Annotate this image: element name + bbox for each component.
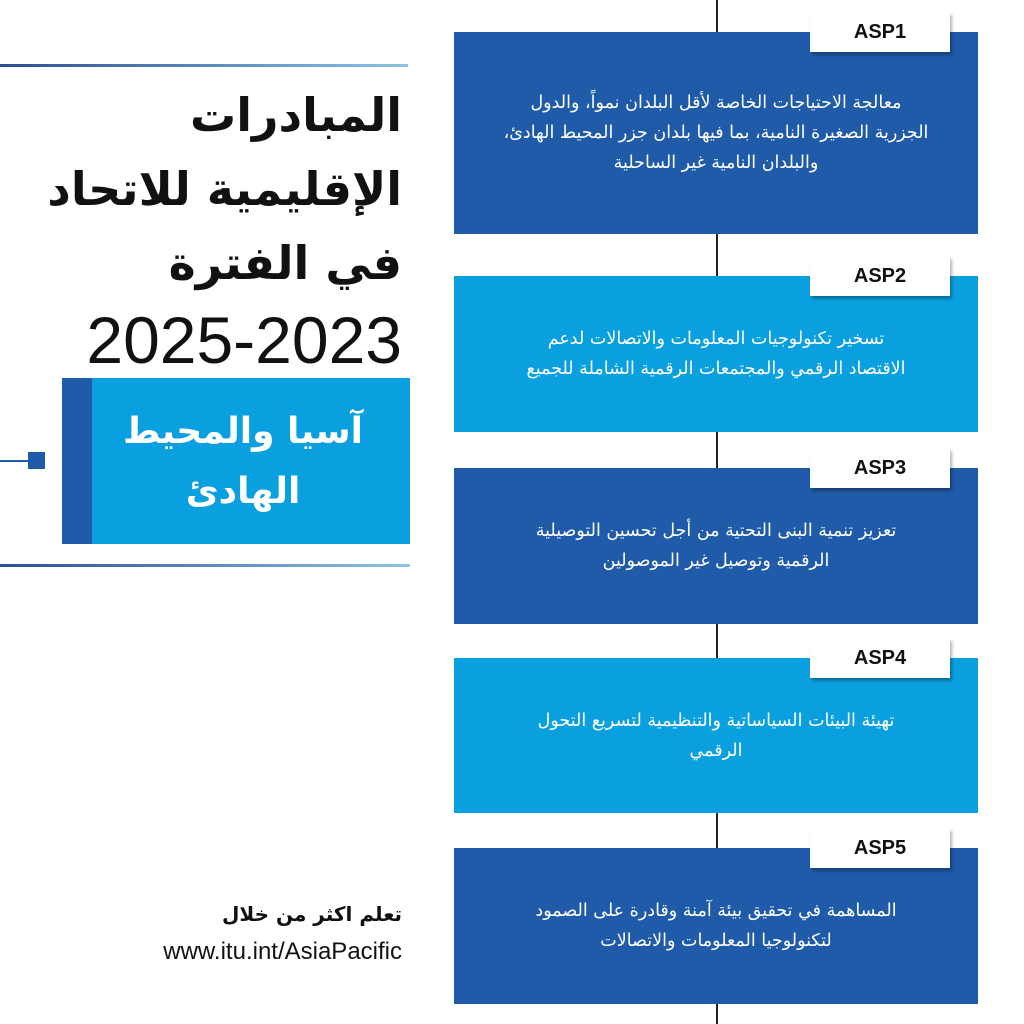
top-divider bbox=[0, 64, 408, 67]
description-line: تسخير تكنولوجيات المعلومات والاتصالات لدعم bbox=[547, 329, 885, 349]
initiative-card-asp4 bbox=[454, 658, 978, 813]
initiative-code-tab: ASP2 bbox=[810, 256, 950, 296]
initiative-description bbox=[476, 848, 956, 1004]
website-link[interactable]: www.itu.int/AsiaPacific bbox=[163, 938, 402, 965]
learn-more-label: تعلم اكثر من خلال bbox=[222, 902, 402, 926]
bottom-divider bbox=[0, 564, 410, 567]
description-line: الجزرية الصغيرة النامية، بما فيها بلدان جزر المحيط الهادئ، bbox=[503, 123, 929, 143]
page-title bbox=[20, 78, 402, 300]
initiative-code-tab: ASP5 bbox=[810, 828, 950, 868]
initiative-code-tab: ASP1 bbox=[810, 12, 950, 52]
description-line: تهيئة البيئات السياساتية والتنظيمية لتسريع التحول bbox=[537, 710, 895, 731]
initiative-card-asp3 bbox=[454, 468, 978, 624]
initiative-description bbox=[476, 32, 956, 234]
connector-line bbox=[0, 460, 30, 462]
description-line: الرقمي bbox=[689, 740, 743, 761]
initiative-code-tab: ASP4 bbox=[810, 638, 950, 678]
description-line: لتكنولوجيا المعلومات والاتصالات bbox=[600, 931, 832, 951]
initiative-description bbox=[476, 468, 956, 624]
initiative-card-asp1 bbox=[454, 32, 978, 234]
region-name bbox=[102, 402, 384, 522]
period-years: 2025-2023 bbox=[86, 303, 402, 377]
initiative-description bbox=[476, 658, 956, 813]
title-line: في الفترة bbox=[168, 236, 402, 290]
region-line: آسيا والمحيط bbox=[122, 411, 364, 452]
region-line: الهادئ bbox=[185, 471, 301, 512]
description-line: الاقتصاد الرقمي والمجتمعات الرقمية الشاملة للجميع bbox=[526, 359, 906, 379]
connector-square bbox=[28, 452, 45, 469]
initiative-card-asp2 bbox=[454, 276, 978, 432]
region-banner bbox=[62, 378, 410, 544]
initiative-description bbox=[476, 276, 956, 432]
region-banner-stripe bbox=[62, 378, 92, 544]
title-line: الإقليمية للاتحاد bbox=[47, 162, 402, 216]
description-line: الرقمية وتوصيل غير الموصولين bbox=[602, 551, 830, 571]
description-line: تعزيز تنمية البنى التحتية من أجل تحسين التوصيلية bbox=[535, 521, 897, 541]
initiative-code-tab: ASP3 bbox=[810, 448, 950, 488]
initiative-card-asp5 bbox=[454, 848, 978, 1004]
description-line: والبلدان النامية غير الساحلية bbox=[613, 153, 819, 173]
title-line: المبادرات bbox=[189, 88, 402, 142]
description-line: المساهمة في تحقيق بيئة آمنة وقادرة على الصمود bbox=[535, 901, 897, 921]
description-line: معالجة الاحتياجات الخاصة لأقل البلدان نمواً، والدول bbox=[530, 93, 902, 113]
